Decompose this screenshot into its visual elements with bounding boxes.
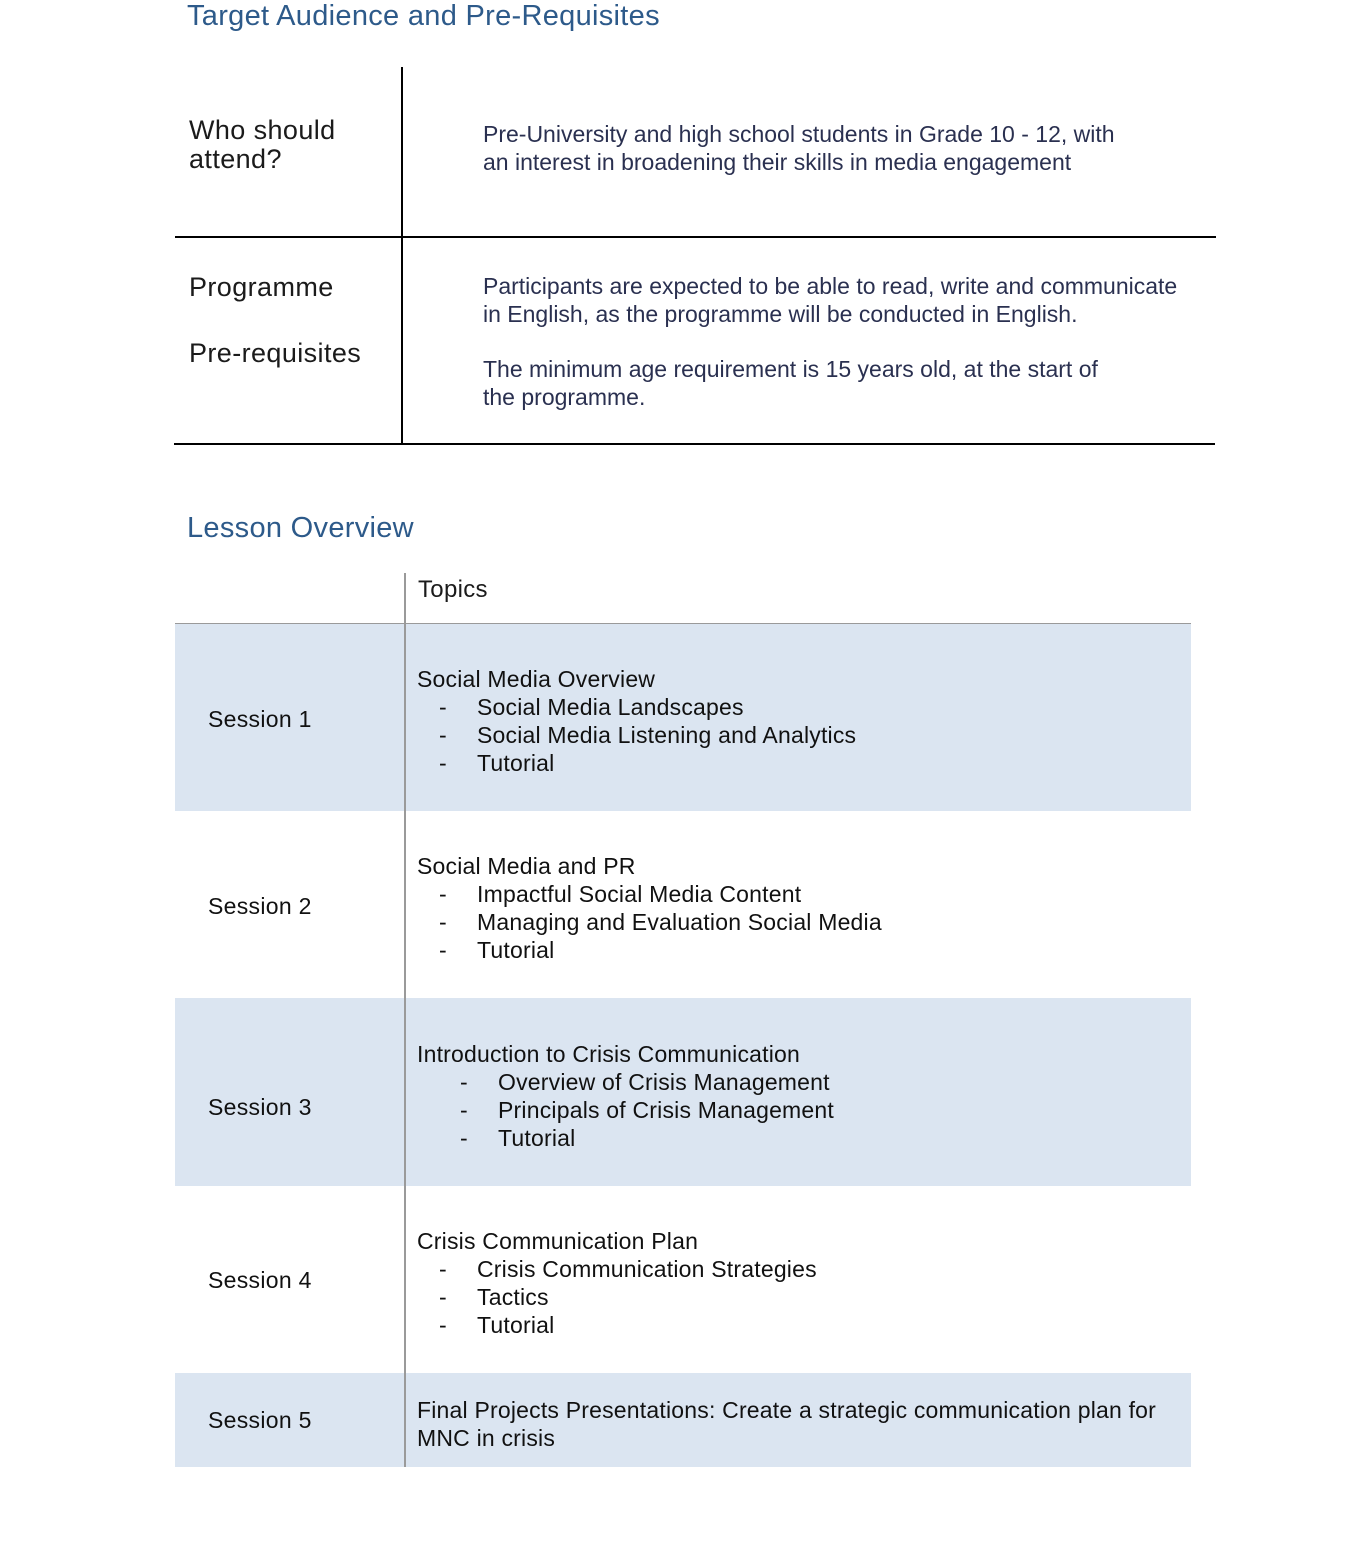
session-label: Session 4	[208, 1267, 312, 1293]
session-topics	[417, 1396, 1156, 1452]
row-description-prerequisites: Participants are expected to be able to read, write and communicate in English, as the programme will be conducted in English.	[483, 273, 1178, 327]
list-item: - Principals of Crisis Management	[460, 1097, 834, 1123]
session-label: Session 2	[208, 893, 312, 919]
table-divider-horizontal	[175, 236, 1216, 238]
list-item: - Tutorial	[460, 1125, 576, 1151]
list-item: - Tactics	[439, 1284, 549, 1310]
topic-title-line: Final Projects Presentations: Create a strategic communication plan for	[417, 1397, 1157, 1423]
row-label-programme: Programme	[189, 272, 334, 302]
list-item: - Managing and Evaluation Social Media	[439, 909, 882, 935]
list-item: - Overview of Crisis Management	[460, 1069, 830, 1095]
list-item: - Tutorial	[439, 1312, 555, 1338]
topic-title: Social Media and PR	[417, 853, 636, 879]
column-header-topics: Topics	[418, 576, 488, 603]
session-topics	[417, 1227, 817, 1339]
topic-title: Crisis Communication Plan	[417, 1228, 699, 1254]
topic-list	[417, 1255, 817, 1339]
topic-title-line: MNC in crisis	[417, 1425, 556, 1451]
row-label-prerequisites: Pre-requisites	[189, 338, 362, 368]
topic-list	[417, 1068, 834, 1152]
list-item: - Impactful Social Media Content	[439, 881, 802, 907]
table-bottom-border	[174, 443, 1215, 445]
session-topics	[417, 852, 882, 964]
topic-list	[417, 880, 882, 964]
section-heading-target-audience: Target Audience and Pre-Requisites	[187, 0, 660, 32]
header-divider	[175, 623, 1191, 624]
row-label-who-should-attend: Who should attend?	[189, 115, 336, 174]
list-item: - Tutorial	[439, 750, 555, 776]
list-item: - Crisis Communication Strategies	[439, 1256, 817, 1282]
session-topics	[417, 1040, 834, 1152]
section-heading-lesson-overview: Lesson Overview	[187, 512, 414, 544]
column-divider	[404, 573, 406, 1467]
session-label: Session 1	[208, 706, 312, 732]
session-topics	[417, 665, 856, 777]
list-item: - Social Media Listening and Analytics	[439, 722, 857, 748]
row-description-who-should-attend: Pre-University and high school students in Grade 10 - 12, with an interest in broadening their skills in media engagement	[483, 121, 1115, 175]
list-item: - Tutorial	[439, 937, 555, 963]
topic-title: Social Media Overview	[417, 666, 656, 692]
table-divider-vertical	[401, 67, 403, 444]
row-description-age: The minimum age requirement is 15 years old, at the start of the programme.	[483, 356, 1098, 410]
session-label: Session 3	[208, 1094, 312, 1120]
topic-list	[417, 693, 856, 777]
topic-title: Introduction to Crisis Communication	[417, 1041, 801, 1067]
session-label: Session 5	[208, 1407, 312, 1433]
list-item: - Social Media Landscapes	[439, 694, 744, 720]
